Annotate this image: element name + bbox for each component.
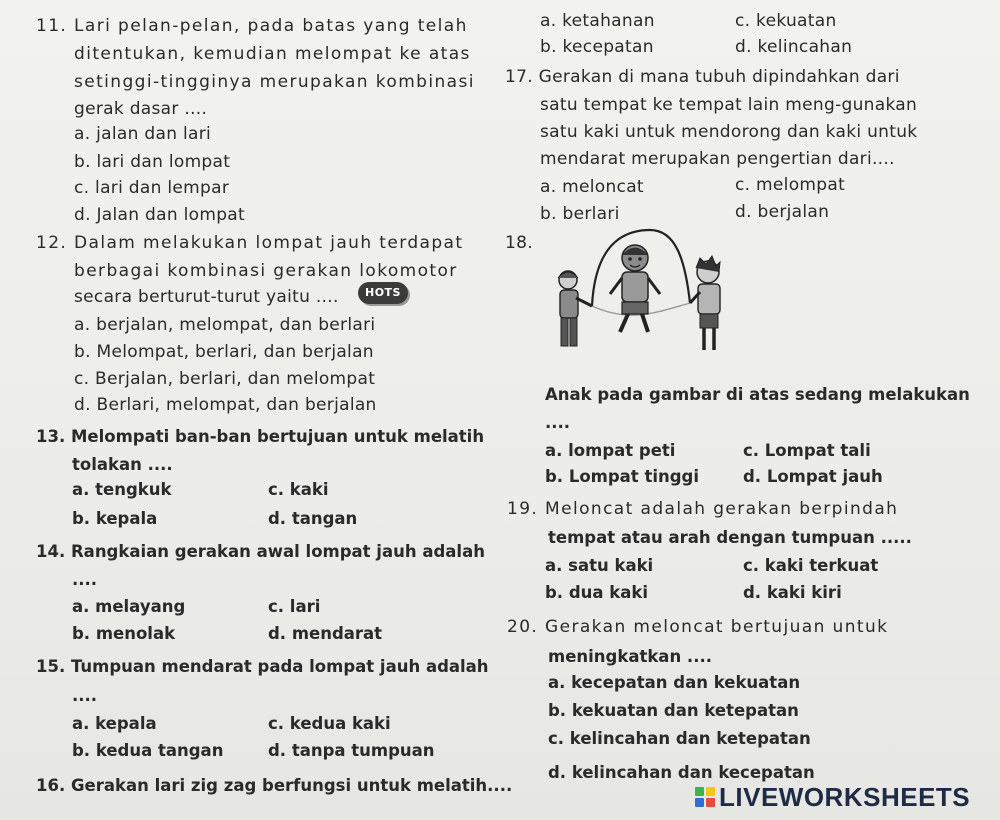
question-15-option-c: c. kedua kaki — [268, 714, 391, 733]
question-17-line-3: satu kaki untuk mendorong dan kaki untuk — [540, 122, 918, 142]
question-13-line-1: 13. Melompati ban-ban bertujuan untuk melatih — [36, 427, 485, 446]
question-18-number: 18. — [505, 233, 533, 253]
question-17-line-1: 17. Gerakan di mana tubuh dipindahkan dari — [505, 67, 900, 87]
question-14-line-1: 14. Rangkaian gerakan awal lompat jauh adalah — [36, 542, 485, 561]
question-16-option-a: a. ketahanan — [540, 11, 655, 31]
question-20-option-a: a. kecepatan dan kekuatan — [548, 673, 801, 692]
question-20-option-b: b. kekuatan dan ketepatan — [548, 701, 799, 720]
question-14-option-d: d. mendarat — [268, 624, 383, 643]
right-kid-figure — [690, 256, 720, 350]
question-18-line-1: Anak pada gambar di atas sedang melakukan — [545, 385, 970, 404]
question-11-line-1: 11. Lari pelan-pelan, pada batas yang telah — [36, 16, 468, 36]
question-12-option-b: b. Melompat, berlari, dan berjalan — [74, 342, 374, 362]
question-15-line-1: 15. Tumpuan mendarat pada lompat jauh adalah — [36, 657, 489, 676]
question-11-option-a: a. jalan dan lari — [74, 124, 212, 144]
question-18-option-c: c. Lompat tali — [743, 441, 871, 460]
jump-rope-illustration — [540, 228, 740, 368]
question-17-option-b: b. berlari — [540, 204, 620, 224]
question-20-line-2: meningkatkan .... — [548, 647, 713, 666]
question-19-option-a: a. satu kaki — [545, 556, 654, 575]
question-19-option-c: c. kaki terkuat — [743, 556, 879, 575]
left-kid-figure — [558, 271, 592, 346]
question-17-line-4: mendarat merupakan pengertian dari.... — [540, 149, 895, 169]
question-15-line-2: .... — [72, 686, 98, 705]
question-16-option-d: d. kelincahan — [735, 37, 853, 57]
liveworksheets-logo — [695, 782, 970, 812]
question-12-line-3: secara berturut-turut yaitu .... — [74, 287, 339, 307]
question-12-option-a: a. berjalan, melompat, dan berlari — [74, 315, 376, 335]
question-11-line-4: gerak dasar .... — [74, 99, 208, 119]
question-20-line-1: 20. Gerakan meloncat bertujuan untuk — [507, 617, 889, 637]
question-15-option-d: d. tanpa tumpuan — [268, 741, 435, 760]
question-19-line-1: 19. Meloncat adalah gerakan berpindah — [507, 499, 899, 519]
question-13-line-2: tolakan .... — [72, 455, 173, 474]
question-19-line-2: tempat atau arah dengan tumpuan ..... — [548, 528, 912, 547]
liveworksheets-logo-icon — [695, 787, 715, 807]
question-20-option-d: d. kelincahan dan kecepatan — [548, 763, 815, 782]
question-17-option-a: a. meloncat — [540, 177, 644, 197]
question-11-line-3: setinggi-tingginya merupakan kombinasi — [74, 72, 475, 92]
question-11-line-2: ditentukan, kemudian melompat ke atas — [74, 44, 471, 64]
question-19-option-b: b. dua kaki — [545, 583, 648, 602]
question-11-option-d: d. Jalan dan lompat — [74, 205, 245, 225]
question-11-option-c: c. lari dan lempar — [74, 178, 230, 198]
question-17-line-2: satu tempat ke tempat lain meng-gunakan — [540, 95, 918, 115]
question-15-option-b: b. kedua tangan — [72, 741, 224, 760]
question-20-option-c: c. kelincahan dan ketepatan — [548, 729, 811, 748]
question-11-option-b: b. lari dan lompat — [74, 152, 231, 172]
question-12-line-2: berbagai kombinasi gerakan lokomotor — [74, 261, 458, 281]
question-12-option-c: c. Berjalan, berlari, dan melompat — [74, 369, 376, 389]
question-14-option-c: c. lari — [268, 597, 321, 616]
liveworksheets-watermark: LIVEWORKSHEETS — [719, 781, 971, 812]
question-16-option-c: c. kekuatan — [735, 11, 837, 31]
question-12-option-d: d. Berlari, melompat, dan berjalan — [74, 395, 377, 415]
question-18-option-d: d. Lompat jauh — [743, 467, 883, 486]
question-14-line-2: .... — [72, 570, 98, 589]
question-14-option-a: a. melayang — [72, 597, 186, 616]
jumping-kid-figure — [610, 245, 660, 332]
question-12-line-1: 12. Dalam melakukan lompat jauh terdapat — [36, 233, 464, 253]
question-15-option-a: a. kepala — [72, 714, 157, 733]
question-16-line-1: 16. Gerakan lari zig zag berfungsi untuk melatih.... — [36, 776, 513, 795]
question-19-option-d: d. kaki kiri — [743, 583, 842, 602]
question-16-option-b: b. kecepatan — [540, 37, 654, 57]
question-18-line-2: .... — [545, 413, 571, 432]
question-13-option-b: b. kepala — [72, 509, 158, 528]
question-14-option-b: b. menolak — [72, 624, 176, 643]
hots-badge: HOTS — [358, 282, 408, 304]
question-13-option-a: a. tengkuk — [72, 480, 172, 499]
question-17-option-d: d. berjalan — [735, 202, 830, 222]
question-13-option-c: c. kaki — [268, 480, 329, 499]
question-13-option-d: d. tangan — [268, 509, 358, 528]
question-18-option-b: b. Lompat tinggi — [545, 467, 700, 486]
question-17-option-c: c. melompat — [735, 175, 846, 195]
question-18-option-a: a. lompat peti — [545, 441, 676, 460]
